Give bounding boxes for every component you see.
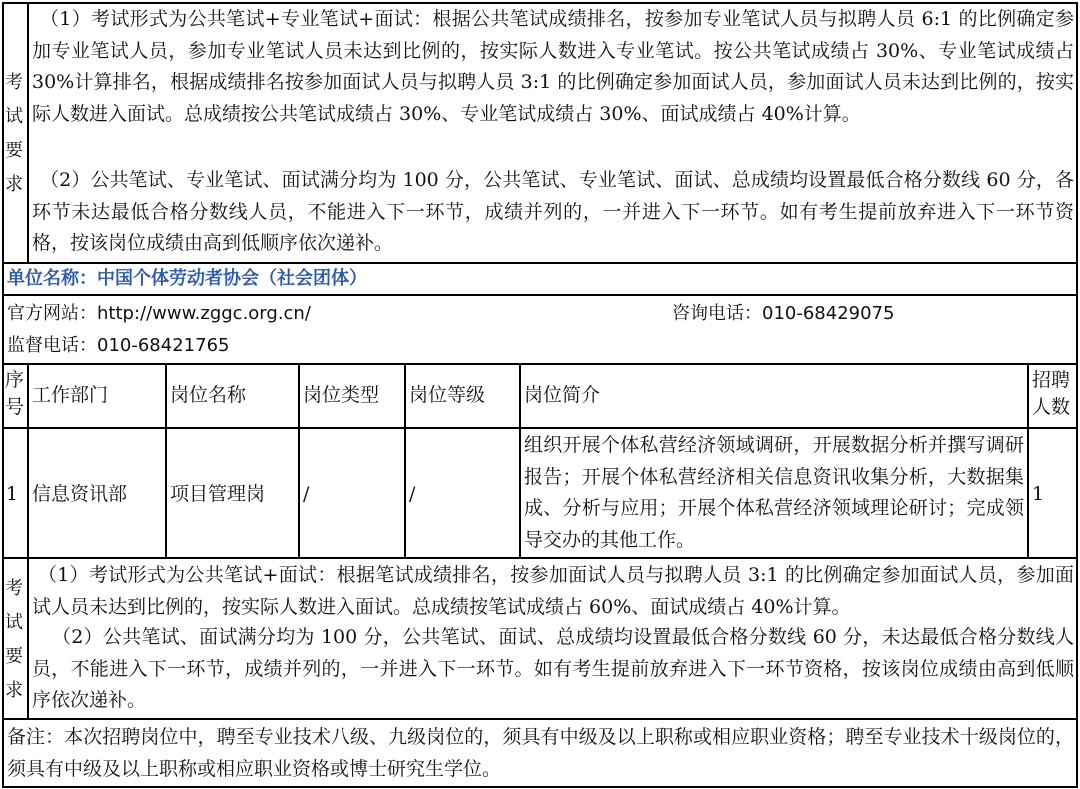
header-position-type: 岗位类型 bbox=[303, 384, 380, 406]
header-count: 招聘人数 bbox=[1032, 369, 1071, 418]
border-header-bottom bbox=[2, 427, 1078, 429]
exam-req-label-2: 考试要求 bbox=[5, 578, 23, 701]
header-description: 岗位简介 bbox=[524, 384, 601, 406]
exam-req-1-item-1: （1）考试形式为公共笔试+专业笔试+面试：根据公共笔试成绩排名，按参加专业笔试人员与拟聘人员 6:1 的比例确定参加专业笔试人员，参加专业笔试人员未达到比例的，按实际人数进入专业笔试。按公共笔试成绩占 30%、专业笔试成绩占 30%计算排名，根据成绩排名按参加面试人员与拟聘人员 3:1 的比例确定参加面试人员，参加面试人员未达到比例的，按实际人数进入面试。总成绩按公共笔试成绩占 30%、专业笔试成绩占 30%、面试成绩占 40%计算。 bbox=[32, 8, 1074, 125]
border-left bbox=[2, 2, 4, 788]
exam-req-1-item-2: （2）公共笔试、专业笔试、面试满分均为 100 分，公共笔试、专业笔试、面试、总成绩均设置最低合格分数线 60 分，各环节未达最低合格分数线人员，不能进入下一环节，成绩并列的，一并进入下一环节。如有考生提前放弃进入下一环节资格，按该岗位成绩由高到低顺序依次递补。 bbox=[32, 169, 1074, 254]
col-divider-5 bbox=[519, 363, 521, 558]
supervise-phone: 监督电话：010-68421765 bbox=[7, 335, 230, 356]
row-index: 1 bbox=[6, 483, 19, 505]
header-position-level: 岗位等级 bbox=[409, 384, 486, 406]
row-position-level: / bbox=[409, 483, 416, 505]
unit-name: 单位名称：中国个体劳动者协会（社会团体） bbox=[7, 268, 367, 289]
row-count: 1 bbox=[1032, 483, 1045, 505]
exam-req-2-item-1: （1）考试形式为公共笔试+面试：根据笔试成绩排名，按参加面试人员与拟聘人员 3:1 的比例确定参加面试人员，参加面试人员未达到比例的，按实际人数进入面试。总成绩按笔试成绩占 60%、面试成绩占 40%计算。 bbox=[32, 564, 1074, 618]
row-position-name: 项目管理岗 bbox=[170, 483, 266, 505]
consult-phone: 咨询电话：010-68429075 bbox=[672, 303, 895, 324]
border-req2-bottom bbox=[2, 718, 1078, 720]
note: 备注：本次招聘岗位中，聘至专业技术八级、九级岗位的，须具有中级及以上职称或相应职业资格；聘至专业技术十级岗位的，须具有中级及以上职称或相应职业资格或博士研究生学位。 bbox=[7, 726, 1074, 780]
col-divider-4 bbox=[404, 363, 406, 558]
border-row-bottom bbox=[2, 557, 1078, 559]
col-divider-3 bbox=[298, 363, 300, 558]
divider-req1-label bbox=[27, 2, 29, 263]
row-description: 组织开展个体私营经济领域调研，开展数据分析并撰写调研报告；开展个体私营经济相关信息资讯收集分析，大数据集成、分析与应用；开展个体私营经济领域理论研讨；完成领导交办的其他工作。 bbox=[524, 434, 1024, 551]
row-department: 信息资讯部 bbox=[32, 483, 128, 505]
border-table-top bbox=[2, 363, 1078, 365]
header-department: 工作部门 bbox=[32, 384, 109, 406]
border-bottom bbox=[2, 786, 1078, 788]
exam-req-2-item-2: （2）公共笔试、面试满分均为 100 分，公共笔试、面试、总成绩均设置最低合格分数线 60 分，未达最低合格分数线人员，不能进入下一环节，成绩并列的，一并进入下一环节。如有考生提前放弃进入下一环节资格，按该岗位成绩由高到低顺序依次递补。 bbox=[32, 626, 1074, 711]
col-divider-1 bbox=[27, 363, 29, 558]
divider-req2-label bbox=[27, 557, 29, 719]
border-right bbox=[1076, 2, 1078, 788]
header-position-name: 岗位名称 bbox=[170, 384, 247, 406]
header-index: 序号 bbox=[5, 369, 25, 418]
border-unit-bottom bbox=[2, 294, 1078, 296]
row-position-type: / bbox=[303, 483, 310, 505]
official-website[interactable]: 官方网站：http://www.zggc.org.cn/ bbox=[7, 303, 311, 324]
exam-req-label-1: 考试要求 bbox=[5, 72, 23, 195]
col-divider-6 bbox=[1027, 363, 1029, 558]
col-divider-2 bbox=[165, 363, 167, 558]
